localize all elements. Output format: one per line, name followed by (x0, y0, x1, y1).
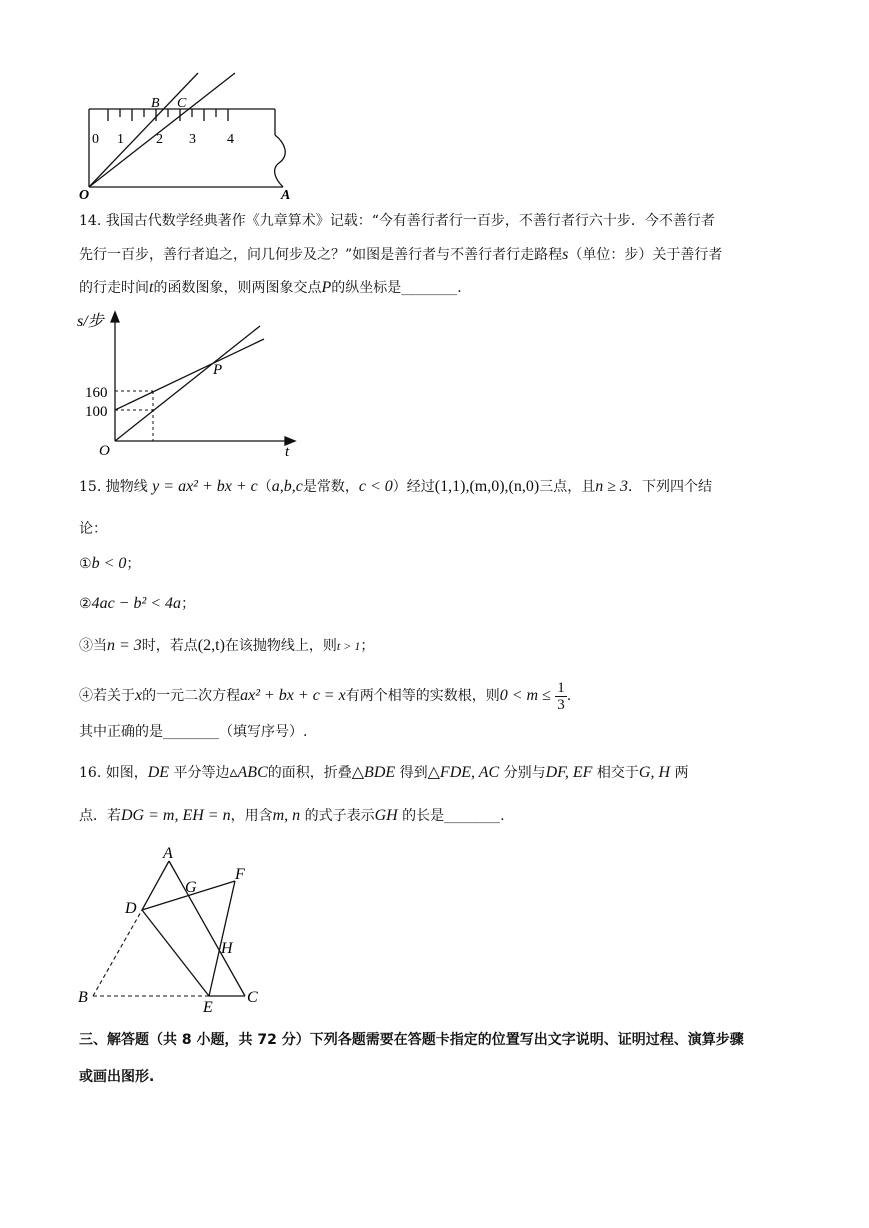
tick-label-3: 3 (189, 132, 196, 147)
q14-line-1: 14. 我国古代数学经典著作《九章算术》记载：“今有善行者行一百步，不善行者行六十步．今不善行者 (79, 213, 715, 229)
walking-graph (75, 308, 305, 458)
q15-answer-line: 其中正确的是________（填写序号）. (79, 724, 308, 740)
triangle-figure (75, 843, 275, 1013)
vertex-label-H: H (221, 940, 233, 957)
q15-conclusion-2: ②4ac − b² < 4a； (79, 595, 196, 612)
q16-line-2: 点．若DG = m, EH = n，用含m, n 的式子表示GH 的长是________. (79, 807, 505, 824)
q15-conclusion-1: ①b < 0； (79, 555, 141, 572)
fraction-one-third: $\frac{1}{3}$ (557, 679, 565, 713)
vertex-label-D: D (125, 900, 137, 917)
vertex-label-F: F (235, 866, 245, 883)
q15-conclusion-3: ③当n = 3时，若点(2,t)在该抛物线上，则t > 1； (79, 637, 375, 654)
vertex-label-B: B (78, 989, 88, 1006)
q16-line-1: 16. 如图，DE 平分等边▵ABC的面积，折叠△BDE 得到△FDE, AC 分别与DF, EF 相交于G, H 两 (79, 764, 689, 781)
vertex-label-G: G (185, 879, 197, 896)
origin-label: O (99, 443, 110, 458)
point-label-C: C (177, 96, 187, 111)
point-label-A: A (281, 188, 291, 203)
vertex-label-A: A (163, 845, 173, 862)
tick-label-0: 0 (92, 132, 99, 147)
tick-label-160: 160 (85, 385, 108, 401)
point-label-B: B (151, 96, 160, 111)
q15-conclusion-4: ④若关于x的一元二次方程ax² + bx + c = x有两个相等的实数根，则0 < m ≤ $\frac{1}{3}$ . (79, 679, 572, 713)
tick-label-2: 2 (156, 132, 163, 147)
tick-label-1: 1 (117, 132, 124, 147)
intersection-label-P: P (213, 362, 223, 378)
vertex-label-E: E (203, 999, 213, 1013)
point-label-O: O (79, 188, 90, 203)
ruler-figure (75, 65, 305, 205)
section-3-heading-cont: 或画出图形. (79, 1069, 155, 1085)
tick-label-100: 100 (85, 404, 108, 420)
axis-label-t: t (285, 444, 290, 458)
tick-label-4: 4 (227, 132, 234, 147)
axis-label-s: s/步 (77, 313, 104, 330)
q15-line-1: 15. 抛物线 y = ax² + bx + c（a,b,c是常数，c < 0）经过(1,1),(m,0),(n,0)三点，且n ≥ 3．下列四个结 (79, 478, 712, 495)
q14-line-3: 的行走时间t的函数图象，则两图象交点P的纵坐标是________. (79, 279, 462, 296)
section-3-heading: 三、解答题（共 8 小题，共 72 分）下列各题需要在答题卡指定的位置写出文字说明、证明过程、演算步骤 (79, 1032, 744, 1048)
q15-line-2: 论： (79, 521, 107, 537)
vertex-label-C: C (247, 989, 258, 1006)
q14-line-2: 先行一百步，善行者追之，问几何步及之？”如图是善行者与不善行者行走路程s（单位：步）关于善行者 (79, 246, 723, 263)
